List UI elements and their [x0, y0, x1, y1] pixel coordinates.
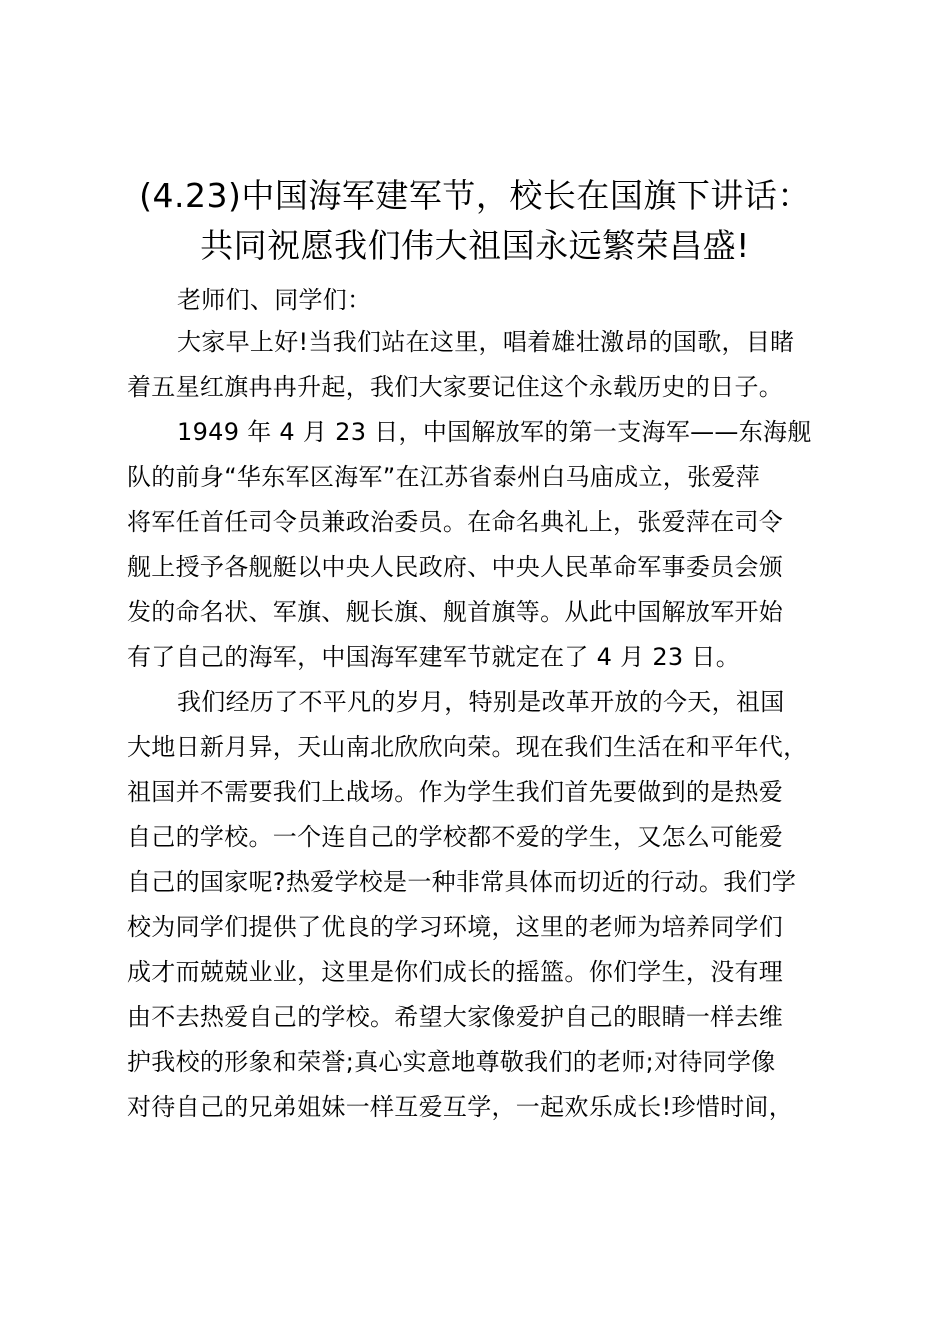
- paragraph-3-line-9: 护我校的形象和荣誉;真心实意地尊敬我们的老师;对待同学像: [127, 1048, 776, 1076]
- paragraph-2-line-2: 队的前身“华东军区海军”在江苏省泰州白马庙成立，张爱萍: [127, 463, 760, 491]
- paragraph-3-line-1: 我们经历了不平凡的岁月，特别是改革开放的今天，祖国: [177, 688, 785, 716]
- paragraph-3-line-8: 由不去热爱自己的学校。希望大家像爱护自己的眼睛一样去维: [127, 1003, 784, 1031]
- paragraph-3-line-7: 成才而兢兢业业，这里是你们成长的摇篮。你们学生，没有理: [127, 958, 784, 986]
- paragraph-3-line-4: 自己的学校。一个连自己的学校都不爱的学生，又怎么可能爱: [127, 823, 784, 851]
- paragraph-2-line-6: 有了自己的海军，中国海军建军节就定在了 4 月 23 日。: [127, 643, 741, 671]
- paragraph-1-line-2: 着五星红旗冉冉升起，我们大家要记住这个永载历史的日子。: [127, 373, 784, 401]
- paragraph-2-line-5: 发的命名状、军旗、舰长旗、舰首旗等。从此中国解放军开始: [127, 598, 784, 626]
- document-title-line-1: (4.23)中国海军建军节，校长在国旗下讲话：: [139, 176, 811, 215]
- paragraph-3-line-5: 自己的国家呢?热爱学校是一种非常具体而切近的行动。我们学: [127, 868, 797, 896]
- paragraph-2-line-4: 舰上授予各舰艇以中央人民政府、中央人民革命军事委员会颁: [127, 553, 784, 581]
- paragraph-3-line-3: 祖国并不需要我们上战场。作为学生我们首先要做到的是热爱: [127, 778, 784, 806]
- paragraph-1-line-1: 大家早上好!当我们站在这里，唱着雄壮激昂的国歌，目睹: [177, 328, 795, 356]
- paragraph-2-line-3: 将军任首任司令员兼政治委员。在命名典礼上，张爱萍在司令: [127, 508, 784, 536]
- paragraph-3-line-10: 对待自己的兄弟姐妹一样互爱互学，一起欢乐成长!珍惜时间，: [127, 1093, 794, 1121]
- paragraph-3-line-6: 校为同学们提供了优良的学习环境，这里的老师为培养同学们: [127, 913, 784, 941]
- paragraph-3-line-2: 大地日新月异，天山南北欣欣向荣。现在我们生活在和平年代，: [127, 733, 808, 761]
- paragraph-2-line-1: 1949 年 4 月 23 日，中国解放军的第一支海军——东海舰: [177, 418, 812, 446]
- greeting: 老师们、同学们：: [177, 286, 372, 314]
- document-title-line-2: 共同祝愿我们伟大祖国永远繁荣昌盛!: [200, 226, 750, 265]
